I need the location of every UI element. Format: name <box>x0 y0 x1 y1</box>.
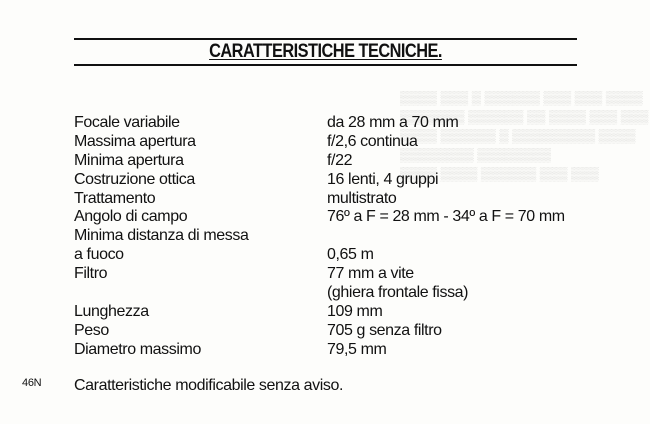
spec-row <box>74 341 614 360</box>
spec-value: f/2,6 continua <box>327 132 418 150</box>
spec-label: Trattamento <box>74 189 156 207</box>
top-rule <box>74 38 577 40</box>
spec-value: 109 mm <box>327 302 383 320</box>
spec-value: 77 mm a vite <box>327 265 414 283</box>
spec-value: 705 g senza filtro <box>327 321 442 339</box>
spec-label: Focale variabile <box>74 114 180 131</box>
spec-label: Lunghezza <box>74 302 149 320</box>
spec-row <box>74 133 614 152</box>
spec-row <box>74 208 614 227</box>
spec-value: multistrato <box>327 189 397 207</box>
page-number: 46N <box>22 377 42 389</box>
spec-row <box>74 152 614 171</box>
spec-row <box>74 284 614 303</box>
spec-label: Massima apertura <box>74 132 196 150</box>
spec-label: Angolo di campo <box>74 208 188 226</box>
spec-value: 76º a F = 28 mm - 34º a F = 70 mm <box>327 208 565 226</box>
spec-row <box>74 322 614 341</box>
footer-note: Caratteristiche modificabile senza aviso. <box>74 377 344 394</box>
spec-label: Diametro massimo <box>74 340 201 358</box>
page-title: CARATTERISTICHE TECNICHE. <box>209 41 442 62</box>
spec-value: (ghiera frontale fissa) <box>327 284 469 302</box>
spec-label: a fuoco <box>74 246 124 264</box>
spec-row <box>74 265 614 284</box>
spec-list <box>74 114 614 360</box>
show-through-text: ▒▒▒▒ ▒▒▒ ▒ ▒▒▒▒▒▒ ▒▒▒ ▒▒▒ ▒▒▒▒ ▒▒▒▒▒▒▒ ▒▒▒▒▒▒ ▒▒ ▒▒▒▒ ▒▒▒ ▒▒▒ ▒▒▒▒ ▒▒▒▒▒▒ ▒ ▒▒▒▒▒▒▒▒▒ ▒▒▒▒ ▒▒▒▒▒▒▒▒ ▒▒▒▒▒▒▒▒ ▒▒▒▒ ▒▒▒▒ ▒▒▒▒▒▒ ▒▒▒ ▒▒▒ <box>400 90 649 181</box>
spec-row <box>74 114 614 133</box>
spec-row <box>74 190 614 209</box>
spec-row <box>74 171 614 190</box>
spec-label: Minima distanza di messa <box>74 227 249 245</box>
spec-label: Filtro <box>74 265 108 283</box>
spec-row <box>74 227 614 246</box>
spec-label: Minima apertura <box>74 151 184 169</box>
spec-value: 79,5 mm <box>327 340 387 358</box>
spec-value: f/22 <box>327 151 353 169</box>
spec-row <box>74 246 614 265</box>
bottom-rule <box>74 64 577 66</box>
spec-label: Costruzione ottica <box>74 170 195 188</box>
spec-value: 16 lenti, 4 gruppi <box>327 170 439 188</box>
spec-label: Peso <box>74 321 109 339</box>
spec-row <box>74 303 614 322</box>
spec-value: 0,65 m <box>327 246 374 264</box>
spec-value: da 28 mm a 70 mm <box>327 114 459 131</box>
